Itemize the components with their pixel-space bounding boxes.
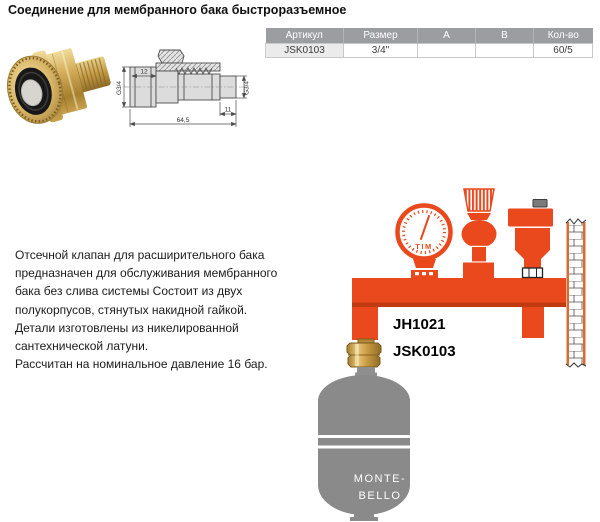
dim-thread-left: G3/4 <box>116 80 123 96</box>
safety-valve-icon <box>462 189 497 278</box>
quick-release-connector-icon <box>347 339 381 367</box>
description-line: полукорпусов, стянутых накидной гайкой. <box>15 302 248 317</box>
spec-table <box>265 28 593 58</box>
tank-foot-base <box>350 517 378 521</box>
shutoff-valve-body <box>352 307 378 340</box>
dim-thread-right: G3/4 <box>243 80 251 96</box>
right-pipe <box>522 307 544 338</box>
expansion-tank <box>316 375 412 521</box>
coupling-body-photo <box>6 36 117 132</box>
dim-length: 64,5 <box>176 117 190 124</box>
col-qty: Кол-во <box>534 28 593 44</box>
manifold-shadow <box>352 303 566 308</box>
col-article: Артикул <box>266 28 344 44</box>
pressure-gauge-icon <box>398 206 451 279</box>
air-vent-icon <box>508 200 553 278</box>
vent-hex-nut <box>523 268 543 278</box>
tank-band-line <box>316 435 412 438</box>
table-header-row <box>266 28 593 44</box>
dim-11: 11 <box>224 106 232 114</box>
tank-foot <box>354 511 374 518</box>
product-description <box>15 246 325 373</box>
col-a: A <box>418 28 476 44</box>
col-b: B <box>476 28 534 44</box>
description-line: Рассчитан на номинальное давление 16 бар. <box>15 357 268 372</box>
description-line: Детали изготовлены из никелированной <box>15 320 239 335</box>
cell-size: 3/4" <box>344 44 418 58</box>
description-line: предназначен для обслуживания мембранного <box>15 266 278 281</box>
knurled-cap-section <box>158 50 184 63</box>
label-valve-article: JH1021 <box>393 316 446 333</box>
cell-qty: 60/5 <box>534 44 593 58</box>
cell-a <box>418 44 476 58</box>
description-line: сантехнической латуни. <box>15 339 149 354</box>
page-title: Соединение для мембранного бака быстроразъемное <box>8 3 347 17</box>
description-line: бака без слива системы Состоит из двух <box>15 284 243 299</box>
wall <box>566 219 586 367</box>
tank-brand-line1: MONTE- <box>353 473 407 485</box>
label-connector-article: JSK0103 <box>393 343 456 360</box>
tank-brand-line2: BELLO <box>358 490 402 502</box>
dim-12: 12 <box>140 68 148 76</box>
description-line: Отсечной клапан для расширительного бака <box>15 248 265 262</box>
cell-b <box>476 44 534 58</box>
tank-band-line <box>316 446 412 449</box>
col-size: Размер <box>344 28 418 44</box>
technical-drawing <box>116 34 252 132</box>
installation-diagram <box>310 183 595 522</box>
product-photo <box>6 32 118 136</box>
cell-article: JSK0103 <box>266 44 344 58</box>
table-row <box>266 44 593 58</box>
gauge-brand-label: TIM <box>415 242 433 251</box>
